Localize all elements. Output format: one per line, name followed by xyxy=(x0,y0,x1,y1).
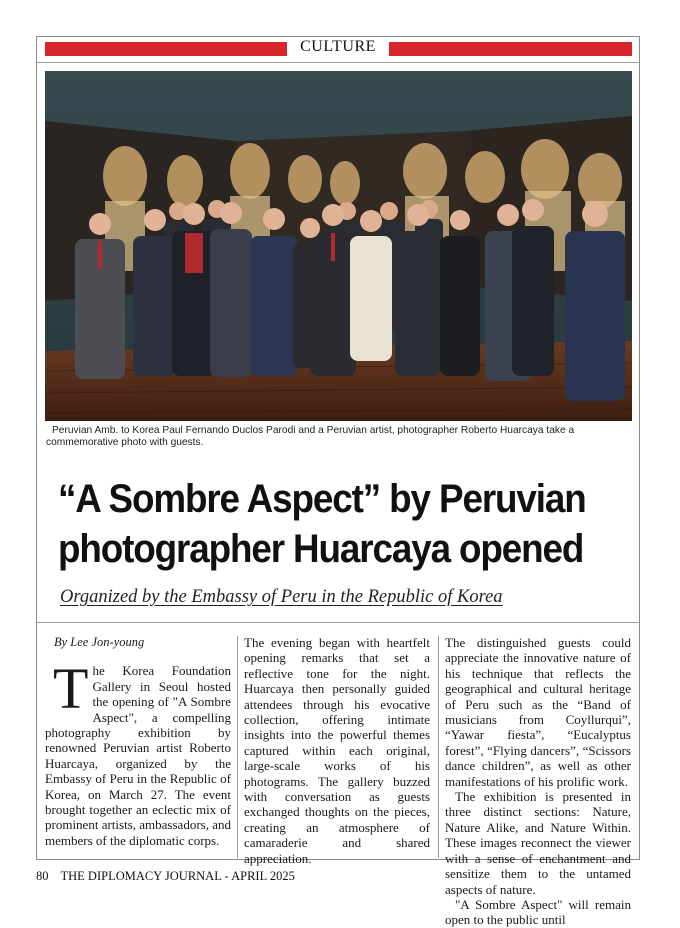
article-paragraph-4: The exhibition is presented in three distinct sections: Nature, Nature Alike, and Nature Within. These images reconnect the viewer with a sense of enchantment and sensitize them to the untamed aspects of nature. xyxy=(445,789,631,897)
column-divider-2 xyxy=(438,636,439,858)
headline-line-2: photographer Huarcaya opened xyxy=(58,527,584,571)
byline: By Lee Jon-young xyxy=(54,635,145,649)
headline-line-1: “A Sombre Aspect” by Peruvian xyxy=(58,477,586,521)
headline-rule xyxy=(36,622,640,623)
article-paragraph-5: "A Sombre Aspect" will remain open to the public until xyxy=(445,896,631,928)
article-paragraph-continued: The evening began with heartfelt opening remarks that set a reflective tone for the night. Huarcaya then personally guided attendees through his evocative collection, offering intimate insights into the powerful themes captured within each original, large-scale works of his photograms. The gallery buzzed with conversation as guests exchanged thoughts on the pieces, creating an atmosphere of camaraderie and shared appreciation. xyxy=(244,635,430,866)
article-paragraph-1 xyxy=(45,656,231,848)
section-bar-right xyxy=(389,42,632,56)
header-rule xyxy=(36,62,640,63)
publication-name: THE DIPLOMACY JOURNAL - APRIL 2025 xyxy=(60,869,295,883)
page-number: 80 xyxy=(36,869,49,883)
photo-caption: Peruvian Amb. to Korea Paul Fernando Duclos Parodi and a Peruvian artist, photographer Roberto Huarcaya take a commemorative photo with guests. xyxy=(46,425,575,448)
column-divider-1 xyxy=(237,636,238,858)
article-column-3 xyxy=(445,635,631,928)
group-photo xyxy=(45,71,632,421)
page-footer xyxy=(36,869,295,884)
article-paragraph-1-text: he Korea Foundation Gallery in Seoul hosted the opening of "A Sombre Aspect", a compelling photography exhibition by renowned Peruvian artist Roberto Huarcaya, organized by the Embassy of Peru in the Republic of Korea, on March 27. The event brought together an eclectic mix of prominent artists, ambassadors, and members of the diplomatic corps. xyxy=(45,663,231,848)
subheadline: Organized by the Embassy of Peru in the Republic of Korea xyxy=(60,587,503,607)
article-column-1 xyxy=(45,635,231,848)
article-column-2 xyxy=(244,635,430,866)
article-paragraph-continued: The distinguished guests could appreciate the innovative nature of his technique that reflects the geographical and cultural heritage of Peru such as the “Band of musicians from Coyllurqui”, “Yawar fiesta”, “Eucalyptus forest”, “Flying dancers”, “Scissors dance children”, as well as other manifestations of his prolific work. xyxy=(445,635,631,789)
section-bar-left xyxy=(45,42,287,56)
headline xyxy=(58,474,592,574)
group-photo-illustration xyxy=(45,71,632,421)
drop-cap: T xyxy=(53,656,89,722)
section-label: CULTURE xyxy=(300,38,376,55)
